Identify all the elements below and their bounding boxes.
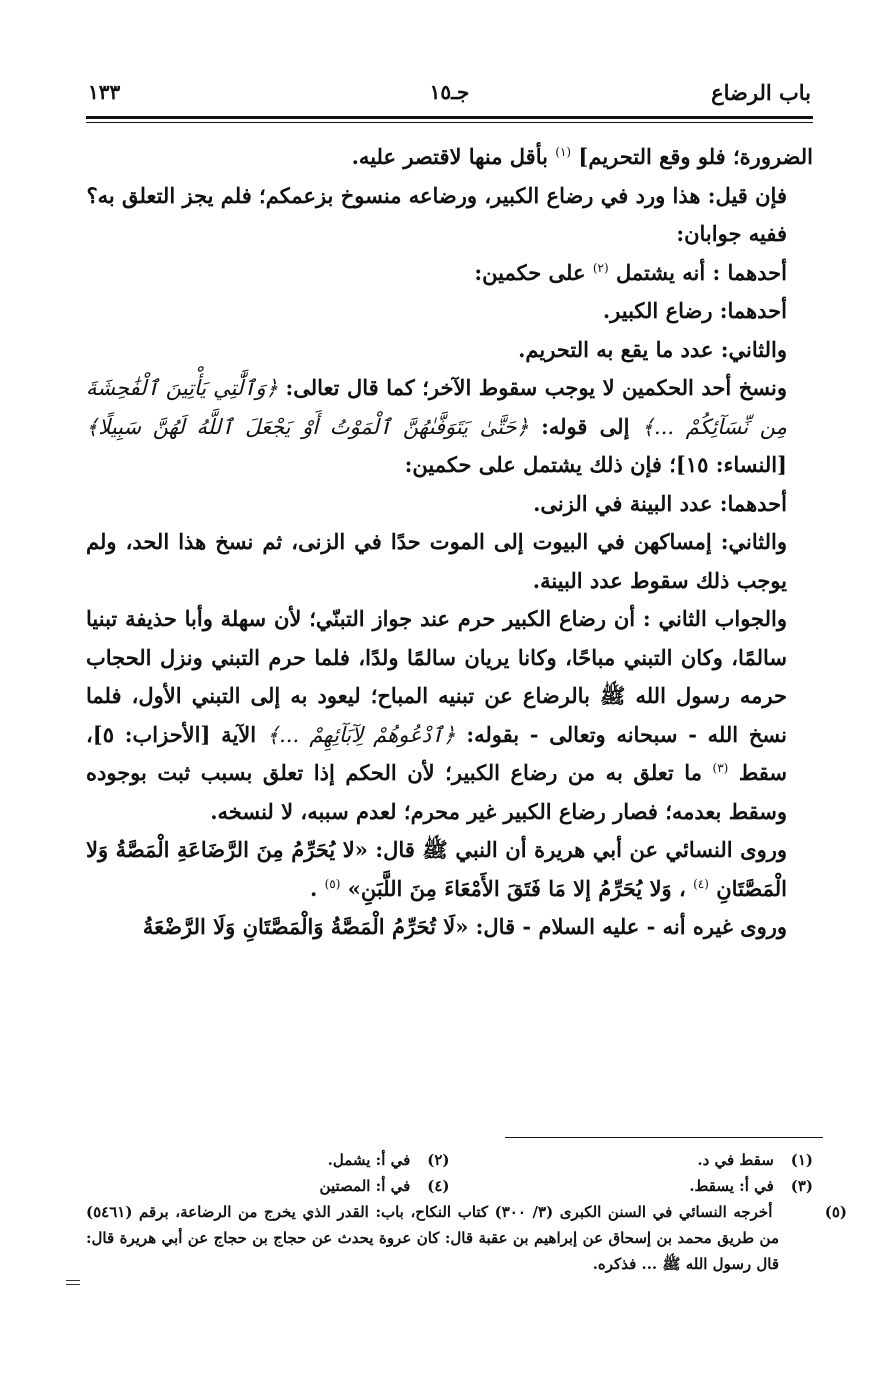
paragraph: ففيه جوابان: — [676, 221, 787, 246]
footnote-text: سقط في د. — [697, 1151, 774, 1169]
text-run: الآية [الأحزاب: ٥]، سقط — [86, 721, 788, 785]
footnote-number: (٥) — [824, 1203, 847, 1221]
main-text — [86, 138, 813, 947]
footnote-item — [86, 1147, 450, 1173]
text-run: ما تعلق به من رضاع الكبير؛ لأن الحكم إذا تعلق بسبب ثبت بوجوده وسقط بعدمه؛ فصار رضاع الكبير غير محرم؛ لعدم سببه، لا لنسخه. — [86, 760, 787, 824]
running-head — [88, 80, 811, 114]
quran-verse: ﴿وَٱلَّٰتِي يَأْتِينَ ٱلْفَٰحِشَةَ مِن نِّسَآئِكُمْ ...﴾ — [86, 376, 788, 439]
paragraph — [86, 254, 813, 293]
footnote-text: في أ: يشمل. — [327, 1151, 411, 1169]
text-run: إلى قوله: — [528, 413, 630, 439]
paragraph: والثاني: عدد ما يقع به التحريم. — [518, 336, 787, 362]
text-run: [النساء: ١٥]؛ فإن ذلك يشتمل على حكمين: — [404, 452, 787, 477]
text-run: . — [309, 875, 318, 901]
footnote-separator — [505, 1137, 823, 1138]
footnote-number: (٢) — [427, 1151, 450, 1169]
paragraph: أحدهما: عدد البينة في الزنى. — [533, 490, 787, 516]
footnote-item — [450, 1147, 814, 1173]
text-run: والجواب الثاني : أن رضاع الكبير حرم عند جواز التبنّي؛ لأن سهلة وأبا حذيفة تبنيا سالمًا، وكان التبني مباحًا، وكانا يريان سالمًا ولدًا، فلما حرم التبني ونزل الحجاب حرمه رسول الله ﷺ بالرضاع عن تبنيه المباح؛ ليعود به إلى التبني الأول، فلما نسخ الله - سبحانه وتعالى - بقوله: — [86, 606, 787, 747]
footnote-text: أخرجه النسائي في السنن الكبرى (٣/ ٣٠٠) كتاب النكاح، باب: القدر الذي يخرج من الرضاعة، برقم (٥٤٦١) من طريق محمد بن إسحاق عن إبراهيم بن عقبة قال: كان عروة يحدث عن حجاج بن حجاج عن أبي هريرة قال: قال رسول الله ﷺ ... فذكره. — [86, 1203, 779, 1273]
text-run: ، وَلا يُحَرِّمُ إلا مَا فَتَقَ الأَمْعَاءَ مِنَ اللَّبَنِ» — [347, 875, 686, 901]
footnote-text: في أ: المصتين — [319, 1177, 411, 1195]
chapter-title: باب الرضاع — [711, 80, 811, 105]
text-run: وروى النسائي عن أبي هريرة أن النبي ﷺ قال: «لا يُحَرِّمُ مِنَ الرَّضَاعَةِ الْمَصَّةُ وَلا الْمَصَّتَانِ — [86, 837, 787, 901]
footnote-number: (١) — [790, 1151, 813, 1169]
footnote-item — [86, 1199, 847, 1277]
quran-verse: ﴿حَتَّىٰ يَتَوَفَّىٰهُنَّ ٱلْمَوْتُ أَوْ يَجْعَلَ ٱللَّهُ لَهُنَّ سَبِيلًا﴾ — [86, 414, 529, 439]
page-number: ١٣٣ — [88, 80, 121, 104]
footnote-row — [86, 1173, 813, 1199]
quran-verse: ﴿ٱدْعُوهُمْ لِآبَآئِهِمْ ...﴾ — [266, 722, 456, 747]
text-run: ونسخ أحد الحكمين لا يوجب سقوط الآخر؛ كما قال تعالى: — [278, 375, 787, 400]
header-rule-thick — [86, 116, 813, 119]
text-run: الضرورة؛ فلو وقع التحريم] — [578, 144, 813, 169]
paragraph: فإن قيل: هذا ورد في رضاع الكبير، ورضاعه منسوخ بزعمكم؛ فلم يجز التعلق به؟ — [86, 182, 787, 208]
paragraph: والثاني: إمساكهن في البيوت إلى الموت حدًا في الزنى، ثم نسخ هذا الحد، ولم يوجب ذلك سقوط عدد البينة. — [86, 529, 787, 593]
footnote-number: (٣) — [790, 1177, 813, 1195]
paragraph — [86, 369, 813, 485]
paragraph — [86, 138, 813, 177]
paragraph: وروى غيره أنه - عليه السلام - قال: «لَا تُحَرِّمُ الْمَصَّةُ وَالْمَصَّتَانِ وَلَا الرَّضْعَةُ — [142, 914, 787, 939]
paragraph — [86, 831, 813, 908]
footnote-item — [86, 1173, 450, 1199]
text-run: بأقل منها لاقتصر عليه. — [351, 144, 548, 169]
footnotes — [86, 1147, 847, 1277]
text-run: على حكمين: — [474, 259, 586, 285]
paragraph — [86, 600, 813, 831]
header-rule-thin — [86, 122, 813, 123]
footnote-ref: (١) — [555, 145, 572, 159]
footnote-ref: (٢) — [592, 260, 609, 275]
footnote-row — [86, 1147, 813, 1173]
footnote-ref: (٣) — [712, 761, 729, 775]
footnote-ref: (٥) — [324, 876, 341, 891]
margin-mark — [66, 1280, 80, 1288]
volume-label: جـ١٥ — [429, 80, 470, 104]
footnote-ref: (٤) — [693, 876, 709, 891]
text-run: أحدهما : أنه يشتمل — [615, 259, 787, 285]
footnote-number: (٤) — [427, 1177, 450, 1195]
footnote-item — [450, 1173, 814, 1199]
paragraph: أحدهما: رضاع الكبير. — [602, 298, 787, 323]
footnote-text: في أ: يسقط. — [689, 1177, 774, 1195]
